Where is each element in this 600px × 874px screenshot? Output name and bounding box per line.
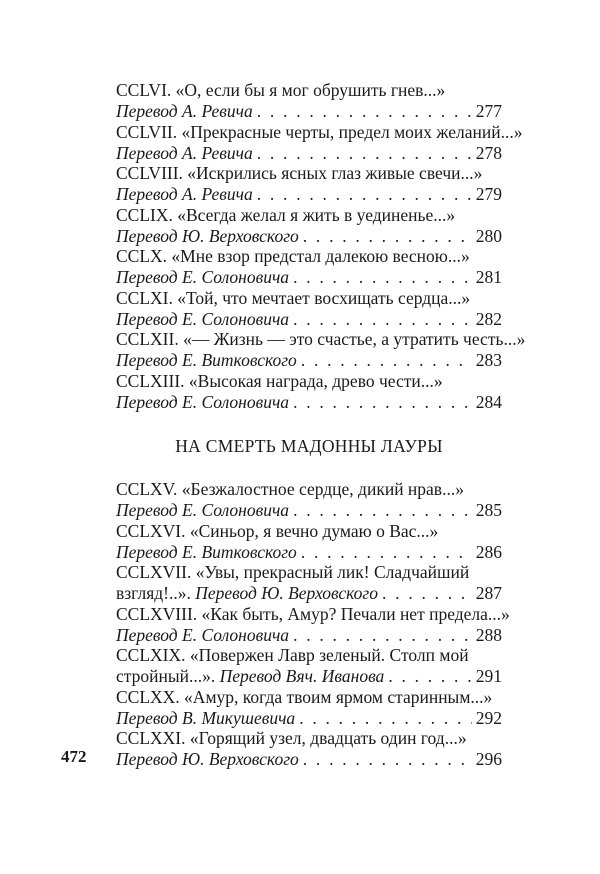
entry-page: 277 — [475, 101, 502, 121]
entry-title: CCLXX. «Амур, когда твоим ярмом старинным...» — [116, 686, 493, 707]
toc-entry[interactable] — [116, 687, 502, 729]
entry-title: CCLXXI. «Горящий узел, двадцать один год...» — [116, 728, 467, 748]
table-of-contents — [116, 80, 526, 770]
entry-translator: Перевод Ю. Верховского — [195, 583, 379, 603]
entry-translator: Перевод А. Ревича — [116, 101, 253, 121]
toc-entry[interactable] — [116, 603, 510, 646]
entry-title: CCLXI. «Той, что мечтает восхищать сердца...» — [116, 287, 471, 308]
entry-translator: Перевод Е. Солоновича — [116, 391, 290, 412]
leader-dots — [301, 350, 472, 371]
entry-page: 283 — [475, 350, 502, 370]
entry-page: 284 — [475, 391, 502, 412]
toc-entry[interactable] — [116, 121, 523, 164]
leader-dots — [293, 625, 472, 646]
leader-dots — [293, 309, 472, 330]
toc-entry[interactable] — [116, 80, 502, 122]
toc-entry[interactable] — [116, 645, 502, 687]
leader-dots — [388, 666, 471, 687]
toc-block-1 — [116, 80, 526, 412]
page-number: 472 — [61, 747, 87, 766]
entry-title: CCLXII. «— Жизнь — это счастье, а утратить честь...» — [116, 329, 526, 349]
entry-translator: Перевод Е. Солоновича — [116, 500, 290, 520]
entry-title: CCLXV. «Безжалостное сердце, дикий нрав...» — [116, 479, 464, 499]
entry-page: 287 — [475, 583, 502, 603]
leader-dots — [257, 101, 472, 122]
leader-dots — [293, 392, 472, 413]
entry-title: CCLXVIII. «Как быть, Амур? Печали нет предела...» — [116, 603, 510, 624]
entry-page: 285 — [475, 500, 502, 520]
leader-dots — [257, 184, 472, 205]
leader-dots — [303, 226, 472, 247]
entry-title-tail: взгляд!..». — [116, 583, 191, 603]
entry-title: CCLXVII. «Увы, прекрасный лик! Сладчайший — [116, 562, 470, 582]
entry-translator: Перевод Е. Солоновича — [116, 624, 290, 645]
entry-page: 278 — [475, 142, 502, 163]
entry-translator: Перевод Е. Солоновича — [116, 308, 290, 329]
entry-title: CCLVII. «Прекрасные черты, предел моих желаний...» — [116, 121, 523, 142]
entry-page: 282 — [475, 308, 502, 329]
toc-block-2 — [116, 479, 510, 770]
toc-entry[interactable] — [116, 521, 502, 563]
entry-title: CCLIX. «Всегда желал я жить в уединенье...» — [116, 204, 456, 225]
entry-page: 286 — [475, 541, 502, 562]
entry-title: CCLXIX. «Повержен Лавр зеленый. Столп мой — [116, 645, 469, 665]
entry-title: CCLVIII. «Искрились ясных глаз живые свечи...» — [116, 163, 483, 183]
entry-page: 280 — [475, 225, 502, 246]
toc-entry[interactable] — [116, 728, 502, 770]
entry-translator: Перевод В. Микушевича — [116, 707, 296, 728]
toc-entry[interactable] — [116, 329, 526, 371]
entry-page: 281 — [475, 267, 502, 287]
toc-entry[interactable] — [116, 562, 502, 604]
toc-entry[interactable] — [116, 246, 502, 288]
entry-page: 279 — [475, 184, 502, 204]
entry-page: 296 — [475, 749, 502, 769]
entry-translator: Перевод Е. Солоновича — [116, 267, 290, 287]
entry-title: CCLVI. «О, если бы я мог обрушить гнев...» — [116, 80, 446, 100]
toc-entry[interactable] — [116, 205, 502, 247]
leader-dots — [299, 708, 472, 729]
entry-page: 292 — [475, 707, 502, 728]
entry-page: 291 — [475, 666, 502, 686]
toc-entry[interactable] — [116, 288, 502, 330]
toc-entry[interactable] — [116, 479, 502, 521]
entry-translator: Перевод А. Ревича — [116, 142, 253, 163]
entry-translator: Перевод Е. Витковского — [116, 541, 297, 562]
entry-page: 288 — [475, 624, 502, 645]
toc-entry[interactable] — [116, 163, 502, 205]
entry-translator: Перевод Вяч. Иванова — [219, 666, 385, 686]
leader-dots — [257, 143, 472, 164]
entry-translator: Перевод А. Ревича — [116, 184, 253, 204]
leader-dots — [382, 583, 472, 604]
leader-dots — [303, 749, 472, 770]
entry-translator: Перевод Е. Витковского — [116, 350, 297, 370]
section-heading: НА СМЕРТЬ МАДОННЫ ЛАУРЫ — [175, 436, 443, 456]
entry-translator: Перевод Ю. Верховского — [116, 225, 299, 246]
leader-dots — [293, 267, 472, 288]
entry-title: CCLXVI. «Синьор, я вечно думаю о Вас...» — [116, 520, 439, 541]
entry-title-tail: стройный...». — [116, 666, 216, 686]
leader-dots — [301, 542, 472, 563]
entry-title: CCLXIII. «Высокая награда, древо чести...» — [116, 370, 443, 391]
entry-title: CCLX. «Мне взор предстал далекою весною...» — [116, 246, 470, 266]
toc-entry[interactable] — [116, 371, 502, 413]
entry-translator: Перевод Ю. Верховского — [116, 749, 299, 769]
leader-dots — [293, 500, 472, 521]
